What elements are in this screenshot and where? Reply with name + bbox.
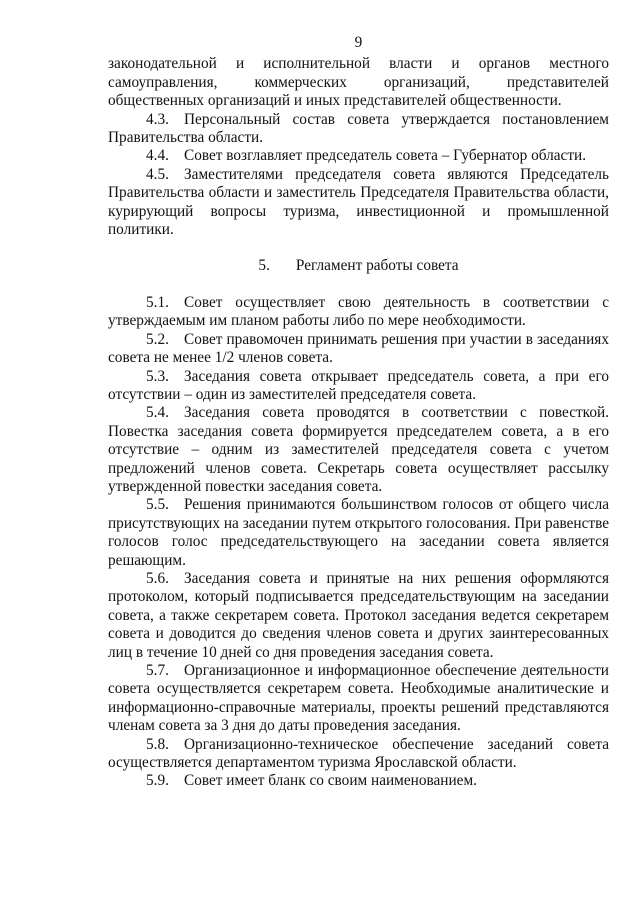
clause-text: Совет имеет бланк со своим наименованием. [184, 772, 477, 790]
clause-number: 5.6. [146, 569, 169, 587]
clause-number: 4.4. [146, 147, 169, 165]
clause-5-9 [108, 772, 609, 790]
clause-5-6 [108, 570, 609, 662]
clause-text: Заместителями председателя совета являются Председатель Правительства области и заместитель Председателя Правительства области, курирующий вопросы туризма, инвестиционной и промышленной политики. [108, 165, 609, 239]
clause-number: 5.7. [146, 662, 169, 679]
clause-5-7 [108, 662, 609, 736]
clause-text: Совет возглавляет председатель совета – Губернатор области. [184, 147, 587, 165]
clause-5-2 [108, 331, 609, 368]
clause-5-4 [108, 404, 609, 496]
clause-number: 5.8. [146, 735, 169, 753]
clause-text: Организационное и информационное обеспечение деятельности совета осуществляется секретарем совета. Необходимые аналитические и информационно-справочные материалы, проекты решений представляются членам совета за 3 дня до даты проведения заседания. [108, 662, 609, 735]
clause-text: Организационно-техническое обеспечение заседаний совета осуществляется департаментом туризма Ярославской области. [108, 735, 609, 772]
clause-4-5 [108, 166, 609, 240]
clause-number: 4.3. [146, 110, 169, 128]
clause-4-4 [108, 147, 609, 165]
clause-text: Персональный состав совета утверждается постановлением Правительства области. [108, 110, 609, 147]
clause-number: 5.5. [146, 496, 169, 514]
clause-number: 5.2. [146, 330, 169, 348]
clause-5-5 [108, 496, 609, 570]
clause-number: 5.9. [146, 772, 169, 790]
clause-text: Решения принимаются большинством голосов от общего числа присутствующих на заседании путем открытого голосования. При равенстве голосов голос председательствующего на заседании совета является решающим. [108, 496, 609, 569]
section-number: 5. [258, 257, 270, 275]
section-4-items [108, 111, 609, 240]
clause-text: Заседания совета и принятые на них решения оформляются протоколом, который подписывается председательствующим на заседании совета, а также секретарем совета. Протокол заседания ведется секретарем совета и доводится до сведения членов совета и других заинтересованных лиц в течение 10 дней со дня проведения заседания совета. [108, 569, 609, 661]
document-page [108, 34, 609, 791]
section-5-items [108, 294, 609, 791]
clause-number: 5.3. [146, 367, 169, 385]
clause-4-3 [108, 111, 609, 148]
clause-number: 4.5. [146, 165, 169, 183]
section-heading [108, 257, 609, 275]
clause-number: 5.1. [146, 293, 169, 311]
clause-text: Совет правомочен принимать решения при участии в заседаниях совета не менее 1/2 членов совета. [108, 330, 609, 367]
section-title: Регламент работы совета [295, 257, 459, 275]
clause-5-1 [108, 294, 609, 331]
clause-number: 5.4. [146, 404, 169, 422]
clause-text: Совет осуществляет свою деятельность в соответствии с утверждаемым им планом работы либо по мере необходимости. [108, 293, 609, 330]
clause-text: Заседания совета проводятся в соответствии с повесткой. Повестка заседания совета формируется председателем совета, а в его отсутствие – одним из заместителей председателя совета с учетом предложений членов совета. Секретарь совета осуществляет рассылку утвержденной повестки заседания совета. [108, 404, 609, 495]
clause-text: Заседания совета открывает председатель совета, а при его отсутствии – один из заместителей председателя совета. [108, 367, 609, 403]
intro-continuation: законодательной и исполнительной власти и органов местного самоуправления, коммерческих организаций, представителей общественных организаций и иных представителей общественности. [108, 55, 609, 110]
clause-5-8 [108, 736, 609, 773]
clause-5-3 [108, 368, 609, 405]
page-number: 9 [354, 34, 363, 51]
